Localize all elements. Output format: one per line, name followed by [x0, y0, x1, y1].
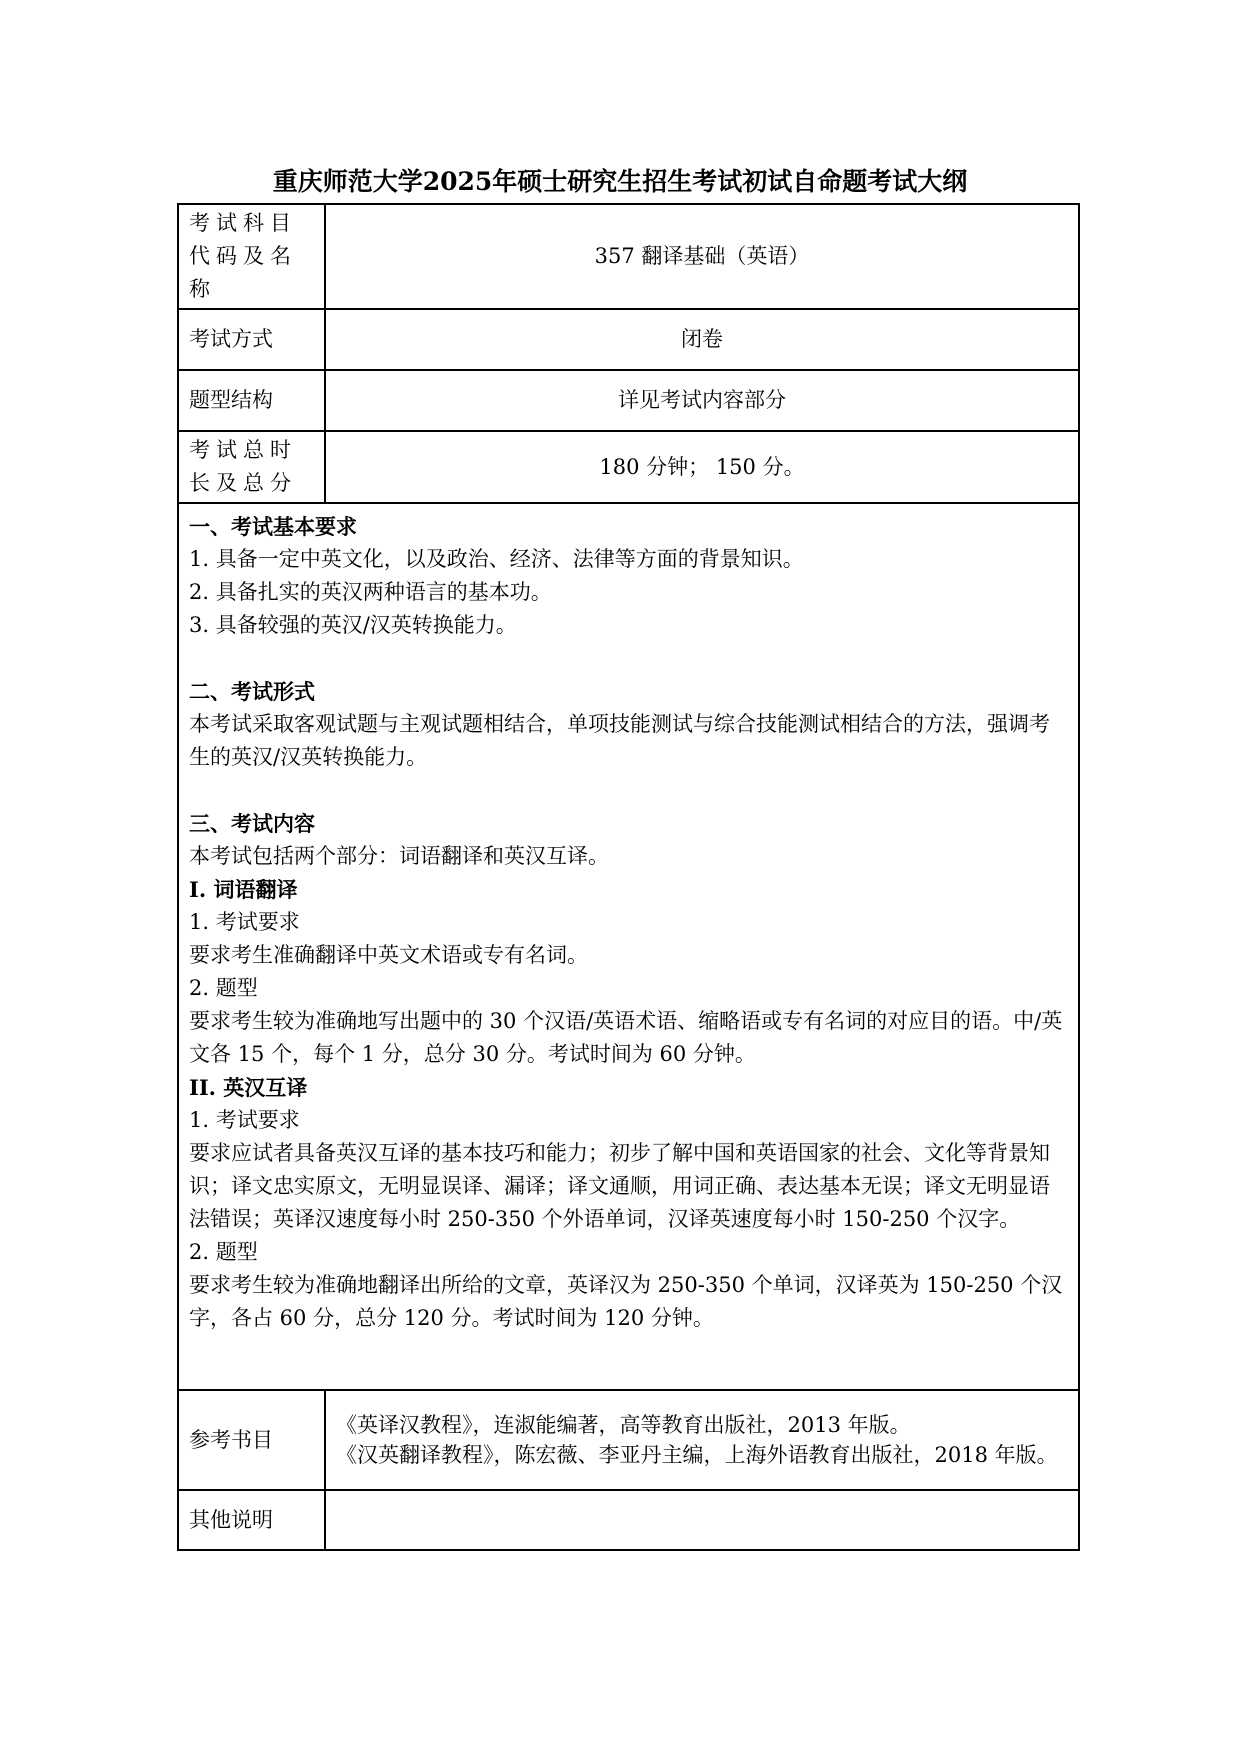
reference-item: 《汉英翻译教程》，陈宏薇、李亚丹主编，上海外语教育出版社，2018 年版。 [336, 1443, 1058, 1467]
row-value: 180 分钟； 150 分。 [325, 431, 1079, 503]
table-row-content [178, 503, 1079, 1390]
row-label: 题型结构 [178, 370, 325, 431]
row-value: 357 翻译基础（英语） [325, 204, 1079, 309]
row-value [325, 1490, 1079, 1550]
row-label: 考试科目代码及名称 [178, 204, 325, 309]
table-row-subject [178, 204, 1079, 309]
table-row-duration [178, 431, 1079, 503]
label: 1. 考试要求 [189, 1108, 300, 1132]
table-row-references [178, 1390, 1079, 1490]
paragraph: 要求考生较为准确地写出题中的 30 个汉语/英语术语、缩略语或专有名词的对应目的语。中/英文各 15 个，每个 1 分，总分 30 分。考试时间为 60 分钟。 [189, 1009, 1063, 1066]
content-cell [178, 503, 1079, 1390]
row-label: 其他说明 [178, 1490, 325, 1550]
list-item: 1. 具备一定中英文化，以及政治、经济、法律等方面的背景知识。 [189, 547, 804, 571]
subsection-heading: II. 英汉互译 [189, 1075, 308, 1100]
row-label: 参考书目 [178, 1390, 325, 1490]
paragraph: 要求考生较为准确地翻译出所给的文章，英译汉为 250-350 个单词，汉译英为 150-250 个汉字，各占 60 分，总分 120 分。考试时间为 120 分钟。 [189, 1273, 1063, 1330]
table-row-mode [178, 309, 1079, 370]
label: 2. 题型 [189, 976, 258, 1000]
table-row-structure [178, 370, 1079, 431]
row-value: 闭卷 [325, 309, 1079, 370]
document-title: 重庆师范大学2025年硕士研究生招生考试初试自命题考试大纲 [272, 167, 968, 196]
paragraph: 本考试采取客观试题与主观试题相结合，单项技能测试与综合技能测试相结合的方法，强调考生的英汉/汉英转换能力。 [189, 712, 1050, 769]
section-heading: 一、考试基本要求 [189, 514, 357, 539]
table-row-other [178, 1490, 1079, 1550]
section-heading: 三、考试内容 [189, 811, 315, 836]
row-label: 考试方式 [178, 309, 325, 370]
subsection-heading: I. 词语翻译 [189, 877, 298, 902]
section-heading: 二、考试形式 [189, 679, 315, 704]
paragraph: 要求考生准确翻译中英文术语或专有名词。 [189, 943, 588, 967]
label: 2. 题型 [189, 1240, 258, 1264]
paragraph: 要求应试者具备英汉互译的基本技巧和能力；初步了解中国和英语国家的社会、文化等背景知识；译文忠实原文，无明显误译、漏译；译文通顺，用词正确、表达基本无误；译文无明显语法错误；英译汉速度每小时 250-350 个外语单词，汉译英速度每小时 150-250 个汉字。 [189, 1141, 1050, 1231]
row-label: 考试总时长及总分 [178, 431, 325, 503]
list-item: 3. 具备较强的英汉/汉英转换能力。 [189, 613, 517, 637]
row-value: 详见考试内容部分 [325, 370, 1079, 431]
paragraph: 本考试包括两个部分：词语翻译和英汉互译。 [189, 844, 609, 868]
references-cell [325, 1390, 1079, 1490]
reference-item: 《英译汉教程》，连淑能编著，高等教育出版社，2013 年版。 [336, 1413, 911, 1437]
list-item: 2. 具备扎实的英汉两种语言的基本功。 [189, 580, 552, 604]
syllabus-table [177, 203, 1080, 1551]
label: 1. 考试要求 [189, 910, 300, 934]
